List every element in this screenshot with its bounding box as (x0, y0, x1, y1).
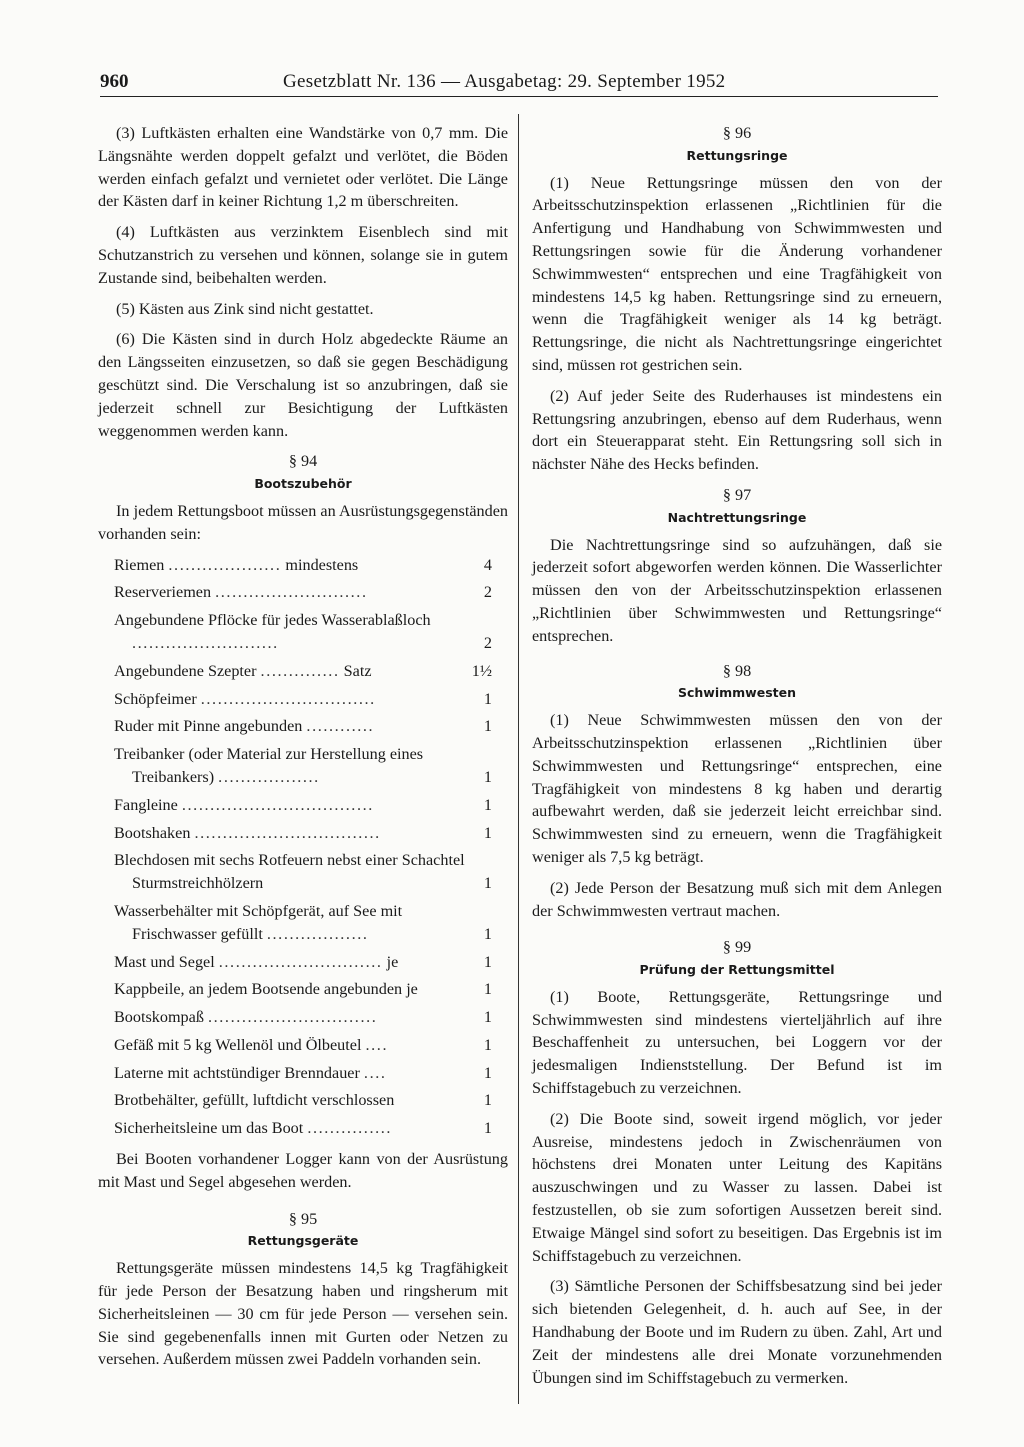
section-title-95: Rettungsgeräte (247, 1233, 359, 1249)
right-column (532, 122, 942, 1397)
paragraph-97: Die Nachtrettungsringe sind so aufzuhängen, daß sie jederzeit sofort abgeworfen werden können. Die Wasserlichter müssen den von der Arbeitsschutzinspektion erlassenen „Richtlinien über Schwimmwesten und Rettungsringe“ entsprechen. (532, 535, 942, 645)
section-number-94: § 94 (288, 452, 318, 471)
list-item: Blechdosen mit sechs Rotfeuern nebst einer Schachtel Sturmstreichhölzern 1 (114, 851, 492, 893)
paragraph-93-4: (4) Luftkästen aus verzinktem Eisenblech sind mit Schutzanstrich zu versehen und können, solange sie in gutem Zustande sind, beibehalten werden. (98, 223, 508, 287)
equipment-note: Bei Booten vorhandener Logger kann von der Ausrüstung mit Mast und Segel abgesehen werden. (98, 1150, 508, 1191)
list-item: Kappbeile, an jedem Bootsende angebunden je 1 (114, 980, 492, 999)
paragraph-98-1: (1) Neue Schwimmwesten müssen den von der Arbeitsschutzinspektion erlassenen „Richtlinien über Schwimmwesten und Rettungsringe“ entsprechen, eine Tragfähigkeit von mindestens 8 kg haben und derartig aufbewahrt werden, daß sie jederzeit leicht erreichbar sind. Schwimmwesten sind zu erneuern, wenn die Tragfähigkeit weniger als 7,5 kg beträgt. (532, 711, 942, 866)
section-title-99: Prüfung der Rettungsmittel (639, 962, 835, 978)
list-item: Ruder mit Pinne angebunden ............ 1 (114, 717, 492, 736)
section-title-97: Nachtrettungsringe (667, 509, 807, 525)
list-item: Schöpfeimer ............................... 1 (114, 689, 492, 708)
paragraph-93-6: (6) Die Kästen sind in durch Holz abgedeckte Räume an den Längsseiten einzusetzen, so daß sie gegen Beschädigung geschützt sind. Die Verschalung ist so anzubringen, daß sie jederzeit schnell zur Besichtigung der Luftkästen weggenommen werden kann. (98, 330, 508, 440)
paragraph-99-1: (1) Boote, Rettungsgeräte, Rettungsringe und Schwimmwesten sind mindestens vierteljährlich auf ihre Beschaffenheit zu untersuchen, bei Loggern vor der jedesmaligen Indienststellung. Der Befund ist im Schiffstagebuch zu verzeichnen. (532, 987, 942, 1098)
paragraph-95: Rettungsgeräte müssen mindestens 14,5 kg Tragfähigkeit für jede Person der Besatzung haben und ringsherum mit Sicherheitsleinen — 30 cm für jede Person — versehen sein. Sie sind gegebenenfalls innen mit Gurten oder Netzen zu versehen. Außerdem müssen zwei Paddeln vorhanden sein. (98, 1259, 508, 1369)
list-item: Reserveriemen ........................... 2 (114, 583, 492, 602)
paragraph-96-2: (2) Auf jeder Seite des Ruderhauses ist mindestens ein Rettungsring anzubringen, ebenso auf dem Ruderhaus, wenn dort ein Steuerapparat steht. Ein Rettungsring soll sich in nächster Nähe des Hecks befinden. (532, 386, 942, 474)
page-header (100, 70, 938, 97)
section-number-95: § 95 (288, 1209, 318, 1228)
list-item: Riemen .................... mindestens 4 (114, 555, 492, 574)
column-divider (518, 114, 519, 1404)
section-title-96: Rettungsringe (686, 147, 788, 163)
list-item: Fangleine .................................. 1 (114, 795, 492, 814)
paragraph-99-3: (3) Sämtliche Personen der Schiffsbesatzung sind bei jeder sich bietenden Gelegenheit, d. h. auch auf See, in der Handhabung der Boote und im Rudern zu üben. Zahl, Art und Zeit der mindestens alle drei Monate vorzunehmenden Übungen sind im Schiffstagebuch zu vermerken. (532, 1277, 942, 1387)
paragraph-98-2: (2) Jede Person der Besatzung muß sich mit dem Anlegen der Schwimmwesten vertraut machen. (532, 878, 942, 920)
section-number-97: § 97 (722, 485, 752, 504)
paragraph-99-2: (2) Die Boote sind, soweit irgend möglich, vor jeder Ausreise, mindestens jedoch in Zwischenräumen von höchstens drei Monaten unter Leitung des Kapitäns auszuschwingen und zu Wasser zu lassen. Dabei ist festzustellen, ob sie zum sofortigen Aussetzen bereit sind. Etwaige Mängel sind sofort zu beseitigen. Das Ergebnis ist im Schiffstagebuch zu verzeichnen. (532, 1109, 942, 1265)
list-item: Bootskompaß .............................. 1 (114, 1008, 492, 1027)
header-title: Gesetzblatt Nr. 136 — Ausgabetag: 29. September 1952 (283, 71, 726, 92)
paragraph-93-5: (5) Kästen aus Zink sind nicht gestattet. (116, 299, 374, 318)
list-item: Brotbehälter, gefüllt, luftdicht verschlossen 1 (114, 1091, 492, 1110)
list-item: Sicherheitsleine um das Boot ............... 1 (114, 1119, 492, 1138)
list-item: Angebundene Szepter .............. Satz 1½ (114, 661, 492, 680)
list-item: Laterne mit achtstündiger Brenndauer .... 1 (114, 1063, 492, 1082)
equipment-intro: In jedem Rettungsboot müssen an Ausrüstungsgegenständen vorhanden sein: (98, 501, 508, 543)
list-item: Angebundene Pflöcke für jedes Wasserablaßloch .......................... 2 (114, 611, 492, 652)
page-number: 960 (100, 71, 129, 92)
left-column (98, 122, 508, 1379)
paragraph-93-3: (3) Luftkästen erhalten eine Wandstärke von 0,7 mm. Die Längsnähte werden doppelt gefalzt und verlötet, die Böden werden einfach gefalzt und vernietet oder verlötet. Die Länge der Kästen darf in keiner Richtung 1,2 m überschreiten. (98, 124, 508, 211)
section-title-94: Bootszubehör (254, 476, 352, 492)
section-title-98: Schwimmwesten (677, 685, 796, 701)
list-item: Wasserbehälter mit Schöpfgerät, auf See mit Frischwasser gefüllt .................. 1 (114, 901, 492, 943)
section-number-99: § 99 (722, 938, 752, 957)
list-item: Treibanker (oder Material zur Herstellung eines Treibankers) .................. 1 (114, 745, 492, 786)
paragraph-96-1: (1) Neue Rettungsringe müssen den von der Arbeitsschutzinspektion erlassenen „Richtlinien für die Anfertigung und Handhabung von Schwimmwesten und Rettungsringen sowie für die Änderung vorhandener Schwimmwesten“ entsprechen und eine Tragfähigkeit von mindestens 14,5 kg haben. Rettungsringe sind zu erneuern, wenn die Tragfähigkeit weniger als 14 kg beträgt. Rettungsringe, die nicht als Nachtrettungsringe eingerichtet sind, müssen rot gestrichen sein. (532, 173, 942, 374)
list-item: Bootshaken ................................. 1 (114, 823, 492, 842)
list-item: Gefäß mit 5 kg Wellenöl und Ölbeutel .... 1 (114, 1035, 492, 1054)
list-item: Mast und Segel ............................. je 1 (114, 952, 492, 971)
section-number-98: § 98 (722, 661, 752, 680)
equipment-list (98, 554, 508, 1141)
section-number-96: § 96 (722, 124, 752, 142)
